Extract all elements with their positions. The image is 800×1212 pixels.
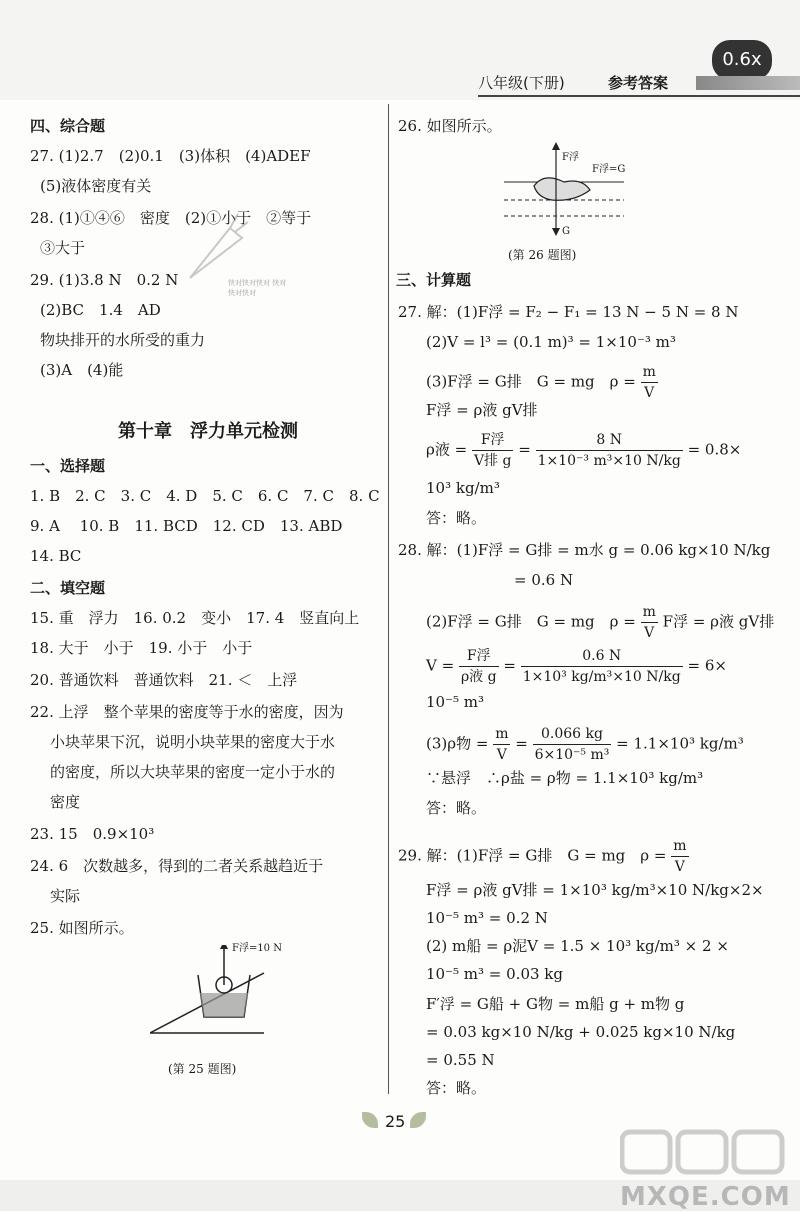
denominator: V xyxy=(644,385,655,401)
solution-line: (3)ρ物 = $\frac{m}{V}$ = $\frac{0.066 kg}{\text{6×10⁻⁵ m³}}$ = 1.1×10³ kg/m³ xyxy=(426,726,744,763)
solution-line: = 0.03 kg×10 N/kg + 0.025 kg×10 N/kg xyxy=(426,1023,736,1041)
figure-26 xyxy=(504,142,644,242)
denominator: 6×10⁻⁵ m³ xyxy=(534,747,610,763)
solution-text: (2)F浮 = G排 G = mg ρ = xyxy=(426,612,636,631)
leaf-ornament-icon xyxy=(362,1112,378,1128)
solution-line xyxy=(398,836,689,877)
numerator: m xyxy=(641,602,658,623)
stamp-watermark xyxy=(180,208,287,297)
answer-line: 24. 6 次数越多，得到的二者关系越趋近于 xyxy=(30,857,324,875)
fraction xyxy=(521,646,683,687)
fraction xyxy=(641,602,658,643)
solution-line: F′浮 = G船 + G物 = m船 g + m物 g xyxy=(426,995,685,1013)
solution-text: = 1.1×10³ kg/m³ xyxy=(616,734,744,753)
force-label: F浮=10 N xyxy=(232,943,282,954)
numerator: m xyxy=(493,724,510,745)
answer-line: 20. 普通饮料 普通饮料 21. ＜ 上浮 xyxy=(30,671,298,689)
force-up-label: F浮 xyxy=(562,152,579,163)
fraction xyxy=(533,724,612,765)
figure-caption: (第 25 题图) xyxy=(168,1062,237,1076)
solution-text: (3)F浮 = G排 G = mg ρ = xyxy=(426,372,636,391)
answer-line: (2)BC 1.4 AD xyxy=(40,301,161,319)
answer-line: 1. B 2. C 3. C 4. D 5. C 6. C 7. C 8. C xyxy=(30,487,380,505)
incline-cup-diagram xyxy=(150,945,270,1055)
answer-note: 答：略。 xyxy=(426,509,487,527)
solution-line: 10³ kg/m³ xyxy=(426,479,500,497)
numerator: F浮 xyxy=(459,646,499,667)
answer-line: 物块排开的水所受的重力 xyxy=(40,331,206,349)
answer-line: 密度 xyxy=(50,793,81,811)
gravity-label: G xyxy=(562,226,570,237)
fraction xyxy=(641,362,658,403)
answer-line: 27. (1)2.7 (2)0.1 (3)体积 (4)ADEF xyxy=(30,147,311,165)
solution-line: 10⁻⁵ m³ xyxy=(426,693,485,711)
leaf-ornament-icon xyxy=(410,1112,426,1128)
answer-line: 25. 如图所示。 xyxy=(30,919,134,937)
solution-line: = 0.55 N xyxy=(426,1051,495,1069)
numerator: 8 N xyxy=(536,430,683,451)
playback-speed-badge[interactable]: 0.6x xyxy=(712,40,772,80)
solution-text: = 6× xyxy=(687,656,727,675)
answer-note: 答：略。 xyxy=(426,1079,487,1097)
solution-text: = 0.8× xyxy=(687,440,742,459)
numerator: 0.066 kg xyxy=(533,724,612,745)
answer-line: ③大于 xyxy=(40,239,86,257)
answer-line: 18. 大于 小于 19. 小于 小于 xyxy=(30,639,253,657)
solution-text: (3)ρ物 = xyxy=(426,734,489,753)
answer-line: (5)液体密度有关 xyxy=(40,177,152,195)
chapter-title: 第十章 浮力单元检测 xyxy=(118,421,298,442)
solution-text: V = xyxy=(426,656,455,675)
solution-text: 29. 解：(1)F浮 = G排 G = mg ρ = xyxy=(398,846,667,865)
section-heading: 三、计算题 xyxy=(396,271,472,289)
solution-line: 28. 解：(1)F浮 = G排 = m水 g = 0.06 kg×10 N/kg xyxy=(398,541,771,559)
answer-line: (3)A (4)能 xyxy=(40,361,124,379)
solution-text: F浮 = ρ液 gV排 xyxy=(662,612,775,631)
header-decoration xyxy=(696,76,800,90)
denominator: 1×10⁻³ m³×10 N/kg xyxy=(537,453,681,469)
solution-line: 10⁻⁵ m³ = 0.03 kg xyxy=(426,965,563,983)
answer-label: 参考答案 xyxy=(608,74,669,92)
answer-line: 23. 15 0.9×10³ xyxy=(30,825,155,843)
watermark-text: MXQE.COM xyxy=(620,1182,791,1212)
answer-line: 29. (1)3.8 N 0.2 N xyxy=(30,271,179,289)
solution-line: (2)V = l³ = (0.1 m)³ = 1×10⁻³ m³ xyxy=(426,333,676,351)
solution-line: = 0.6 N xyxy=(514,571,574,589)
page-number: 25 xyxy=(385,1112,406,1131)
fraction xyxy=(493,724,510,765)
header-band xyxy=(0,0,800,100)
numerator: m xyxy=(671,836,688,857)
answer-line: 9. A 10. B 11. BCD 12. CD 13. ABD xyxy=(30,517,343,535)
denominator: ρ液 g xyxy=(460,669,497,685)
solution-line: (2) m船 = ρ泥V = 1.5 × 10³ kg/m³ × 2 × xyxy=(426,937,729,955)
solution-text: ρ液 = xyxy=(426,440,468,459)
watermark-icon xyxy=(620,1128,790,1178)
figure-caption: (第 26 题图) xyxy=(508,248,577,262)
denominator: V排 g xyxy=(473,453,512,469)
section-heading: 一、选择题 xyxy=(30,457,106,475)
figure-25 xyxy=(150,943,282,1055)
solution-line xyxy=(426,602,774,643)
answer-line: 实际 xyxy=(50,887,81,905)
answer-line: 小块苹果下沉，说明小块苹果的密度大于水 xyxy=(50,733,336,751)
answer-line: 15. 重 浮力 16. 0.2 变小 17. 4 竖直向上 xyxy=(30,609,360,627)
solution-line: 27. 解：(1)F浮 = F₂ − F₁ = 13 N − 5 N = 8 N xyxy=(398,303,739,321)
answer-line: 的密度，所以大块苹果的密度一定小于水的 xyxy=(50,763,336,781)
numerator: m xyxy=(641,362,658,383)
denominator: 1×10³ kg/m³×10 N/kg xyxy=(522,669,681,685)
answer-line: 26. 如图所示。 xyxy=(398,117,502,135)
solution-line: ∵悬浮 ∴ρ盐 = ρ物 = 1.1×10³ kg/m³ xyxy=(426,769,704,787)
solution-line: ρ液 = $\frac{\text{F浮}}{\text{V排 g}}$ = $\frac{8 N}{\text{1×10⁻³ m³×10 N/kg}}$ = 0.8× xyxy=(426,432,742,469)
answer-line: 28. (1)①④⑥ 密度 (2)①小于 ②等于 xyxy=(30,209,312,227)
numerator: F浮 xyxy=(472,430,514,451)
answer-line: 22. 上浮 整个苹果的密度等于水的密度，因为 xyxy=(30,703,344,721)
section-heading: 二、填空题 xyxy=(30,579,106,597)
fraction xyxy=(472,430,514,471)
fraction xyxy=(671,836,688,877)
solution-line: V = $\frac{\text{F浮}}{\text{ρ液 g}}$ = $\frac{0.6 N}{\text{1×10³ kg/m³×10 N/kg}}$ = 6× xyxy=(426,648,727,685)
solution-line xyxy=(426,362,658,403)
solution-line: 10⁻⁵ m³ = 0.2 N xyxy=(426,909,548,927)
denominator: V xyxy=(674,859,685,875)
fraction xyxy=(536,430,683,471)
column-divider xyxy=(388,104,389,1094)
solution-line: F浮 = ρ液 gV排 = 1×10³ kg/m³×10 N/kg×2× xyxy=(426,881,764,899)
numerator: 0.6 N xyxy=(521,646,683,667)
fraction xyxy=(459,646,499,687)
stamp-text: 快对快对快对 快对快对快对 xyxy=(228,279,287,297)
answer-line: 14. BC xyxy=(30,547,82,565)
solution-line: F浮 = ρ液 gV排 xyxy=(426,401,538,419)
answer-note: 答：略。 xyxy=(426,799,487,817)
watermark-logo xyxy=(620,1128,791,1212)
denominator: V xyxy=(496,747,507,763)
header-rule xyxy=(478,95,800,97)
force-equation-label: F浮=G xyxy=(592,164,626,175)
denominator: V xyxy=(644,625,655,641)
grade-label: 八年级(下册) xyxy=(478,74,565,92)
section-heading: 四、综合题 xyxy=(30,117,106,135)
carrot-stamp-icon xyxy=(180,208,250,288)
